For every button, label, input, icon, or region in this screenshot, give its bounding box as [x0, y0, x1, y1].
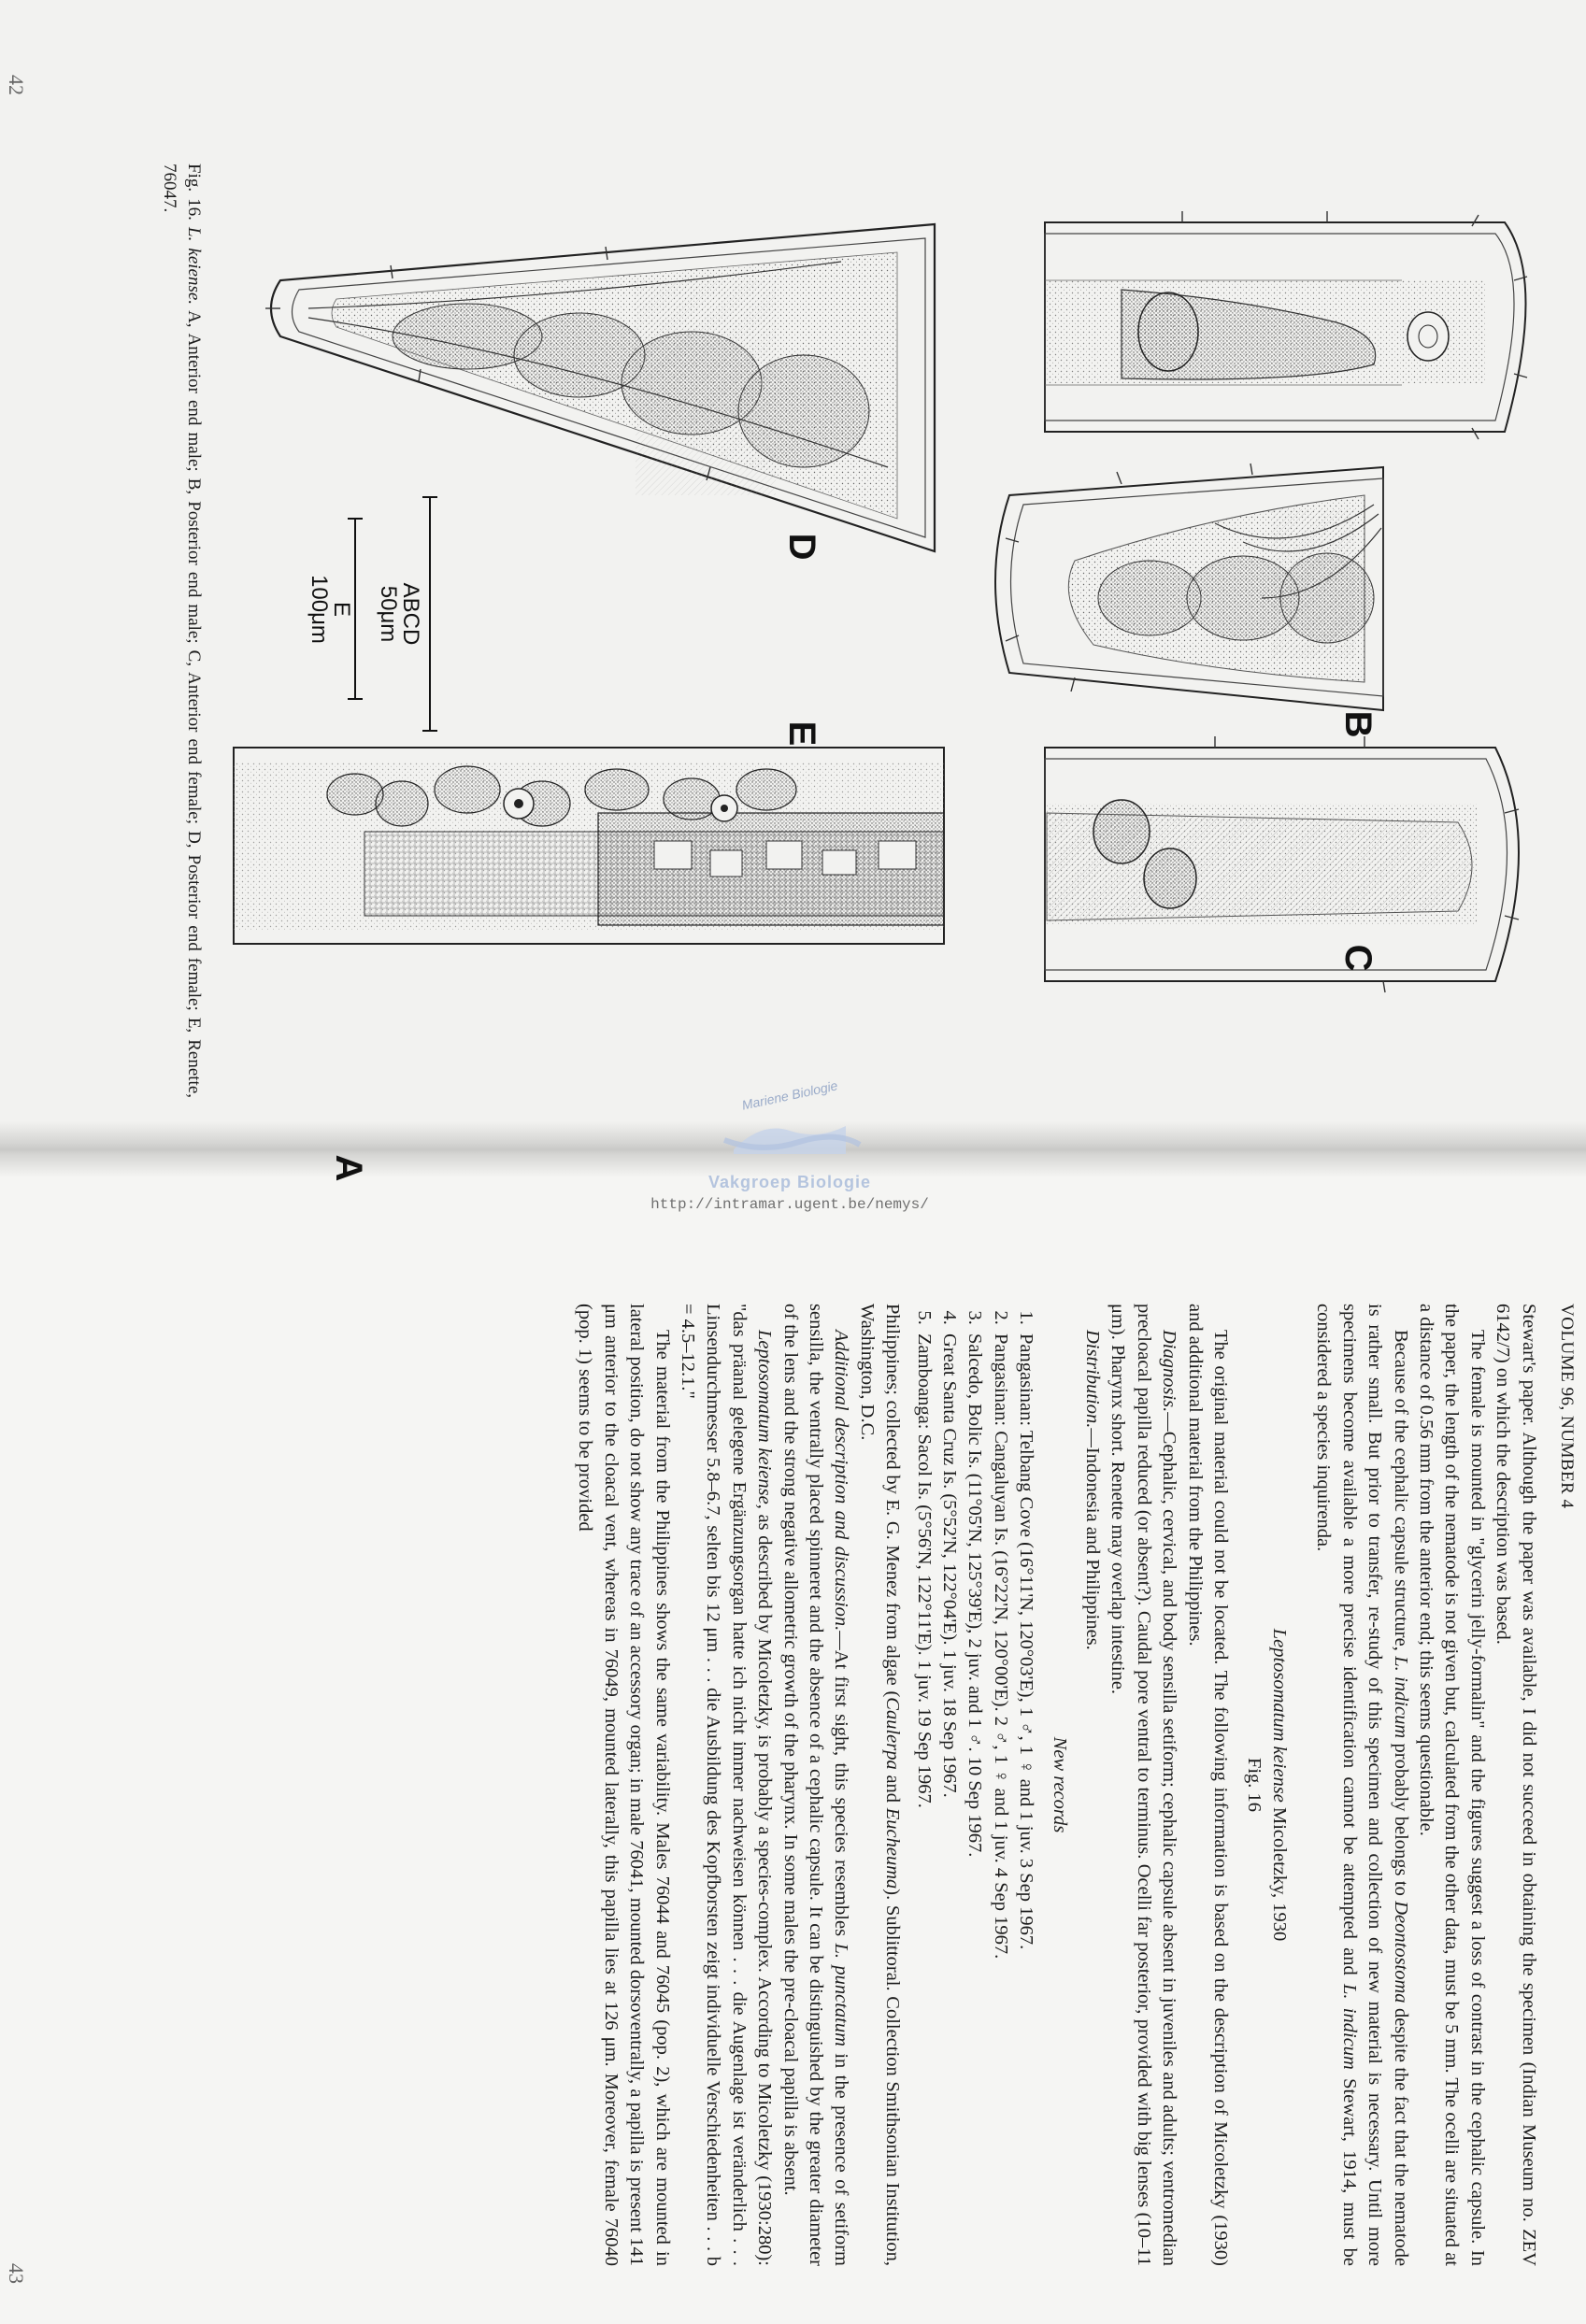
new-records-heading: New records: [1049, 1736, 1070, 1833]
watermark-top-text: Mariene Biologie: [740, 1077, 839, 1113]
panel-c-drawing: [1045, 736, 1519, 992]
record-item: 4. Great Santa Cruz Is. (5°52'N, 122°04'E). 1 juv. 18 Sep 1967.: [936, 1330, 962, 2266]
p3-text-a: Because of the cephalic capsule structure,: [1390, 1330, 1411, 1651]
record-item: 1. Pangasinan: Telbang Cove (16°11'N, 120°03'E), 1 ♂, 1 ♀ and 1 juv. 3 Sep 1967.: [1013, 1330, 1038, 2266]
page-number-left: 42: [5, 75, 28, 95]
scale-bars: [307, 497, 437, 731]
paragraph-6: [675, 1304, 778, 2266]
p3-species-2: L. indicum: [1338, 1984, 1360, 2070]
p5-text-c: ). Sublittoral. Collection Smithsonian Institution, Washington, D.C.: [856, 1304, 904, 2267]
record-item: 3. Salcedo, Bolic Is. (11°05'N, 125°39'E), 2 juv. and 1 ♂. 10 Sep 1967.: [962, 1330, 987, 2266]
panel-label-c: C: [1337, 944, 1379, 972]
additional-description-label: Additional description and discussion.: [831, 1330, 852, 1632]
page-number-right: 43: [5, 2263, 28, 2284]
panel-e-drawing: [234, 748, 944, 944]
diagnosis-paragraph: [1105, 1304, 1181, 2266]
panel-label-e: E: [781, 720, 822, 747]
figure-caption: [157, 164, 206, 1098]
additional-text-a: —At first sight, this species resembles: [831, 1631, 852, 1937]
record-item: 5. Zamboanga: Sacol Is. (5°56'N, 122°11'E). 1 juv. 19 Sep 1967.: [910, 1330, 936, 2266]
p6-text: as described by Micoletzky, is probably a species-complex. According to Micoletzky (1930:280): "das präanal gelegene Ergänzungsorgan hatte ich nicht immer nachweisen können . . . die Augenlage ist veränderlich . . . Linsendurchmesser 5.8–6.7, selten bis 12 μm . . . die Ausbildung des Kopfborsten zeigt individuelle Verschiedenheiten . . . b = 4.5–12.1.": [678, 1304, 776, 2267]
p5-text-b: and: [882, 1775, 904, 1804]
distribution-paragraph: [1079, 1304, 1105, 2266]
diagnosis-label: Diagnosis.: [1159, 1330, 1180, 1413]
scale-abcd-value: 50μm: [376, 585, 401, 643]
paragraph-3: [1310, 1304, 1413, 2266]
records-list: [910, 1304, 1038, 2266]
caption-text: A, Anterior end male; B, Posterior end male; C, Anterior end female; D, Posterior end female; E, Renette, 76047.: [160, 164, 204, 1099]
additional-species: L. punctatum: [831, 1943, 852, 2046]
watermark-url: http://intramar.ugent.be/nemys/: [650, 1196, 929, 1213]
scale-e-value: 100μm: [307, 575, 332, 644]
distribution-text: —Indonesia and Philippines.: [1082, 1428, 1104, 1650]
species-heading-author: Micoletzky, 1930: [1268, 1807, 1290, 1942]
p3-text-b: probably belongs to: [1390, 1743, 1411, 1896]
panel-label-a: A: [328, 1154, 369, 1182]
p6-species: Leptosomatum keiense,: [754, 1330, 776, 1509]
paragraph-4: The original material could not be located. The following information is based on the description of Micoletzky (1930) and additional material from the Philippines.: [1184, 1304, 1232, 2266]
paragraph-5: [853, 1304, 905, 2266]
scale-e-label: E: [329, 601, 354, 618]
record-item: 2. Pangasinan: Cangaluyan Is. (16°22'N, 120°00'E). 2 ♂, 1 ♀ and 1 juv. 4 Sep 1967.: [987, 1330, 1012, 2266]
caption-fig-number: Fig. 16.: [184, 164, 204, 221]
watermark-middle-text: Vakgroep Biologie: [707, 1173, 872, 1191]
additional-description-paragraph: [777, 1304, 853, 2266]
distribution-label: Distribution.: [1082, 1330, 1104, 1429]
panel-label-b: B: [1337, 710, 1379, 738]
panel-d-drawing: [265, 224, 935, 551]
p3-text-c: despite the fact that the nematode is rather small. But prior to transfer, re-study of this specimen and collection of new material is necessary. Until more specimens become available a more precise identification cannot be attempted and: [1338, 1304, 1411, 2267]
additional-text-b: in the presence of setiform sensilla, the ventrally placed spinneret and the absence of a cephalic capsule. It can be distinguished by the greater diameter of the lens and the strong negative allometric growth of the pharynx. In some males the pre-cloacal papilla is absent.: [779, 1304, 852, 2267]
p3-genus: Deontostoma: [1390, 1901, 1411, 2003]
species-heading-name: Leptosomatum keiense: [1268, 1628, 1290, 1803]
paragraph-1: Stewart's paper. Although the paper was available, I did not succeed in obtaining the specimen (Indian Museum no. ZEV 6142/7) on which the description was based.: [1493, 1304, 1539, 2266]
panel-a-drawing: [1045, 211, 1527, 439]
p5-alga-1: Caulerpa: [882, 1697, 904, 1770]
caption-species: L. keiense.: [184, 227, 204, 306]
scale-abcd-label: ABCD: [398, 582, 423, 646]
p5-alga-2: Eucheuma: [882, 1807, 904, 1889]
figure-reference: Fig. 16: [1243, 1757, 1265, 1813]
diagnosis-text: —Cephalic, cervical, and body sensilla setiform; cephalic capsule absent in juveniles and adults; ventromedian precloacal papilla reduced (or absent?). Caudal pore ventral to terminus. Ocelli far posterior, provided with big lenses (10–11 μm). Pharynx short. Renette may overlap intestine.: [1107, 1304, 1180, 2266]
p5-text-a: Philippines; collected by E. G. Menez from algae (: [882, 1304, 904, 1698]
article-body: [572, 1304, 1579, 2266]
watermark: [607, 1077, 972, 1243]
panel-b-drawing: [995, 463, 1383, 710]
running-head: VOLUME 96, NUMBER 4: [1557, 1304, 1577, 1509]
paragraph-7: The material from the Philippines shows the same variability. Males 76044 and 76045 (pop. 2), which are mounted in lateral position, do not show any trace of an accessory organ; in male 76041, mounted dorsoventrally, a papilla is present 141 μm anterior to the cloacal vent, whereas in 76049, mounted laterally, this papilla lies at 126 μm. Moreover, female 76040 (pop. 1) seems to be provided: [575, 1304, 673, 2266]
p3-species-1: L. indicum: [1390, 1656, 1411, 1739]
paragraph-2: The female is mounted in "glycerin jelly-formalin" and the figures suggest a loss of contrast in the cephalic capsule. In the paper, the length of the nematode is not given but, calculated from the other data, must be 5 mm. The ocelli are situated at a distance of 0.56 mm from the anterior end; this seems questionable.: [1415, 1304, 1488, 2266]
panel-label-d: D: [781, 533, 822, 561]
p3-text-d: Stewart, 1914, must be considered a species inquirenda.: [1313, 1304, 1360, 2267]
species-heading: [1266, 1304, 1292, 2266]
